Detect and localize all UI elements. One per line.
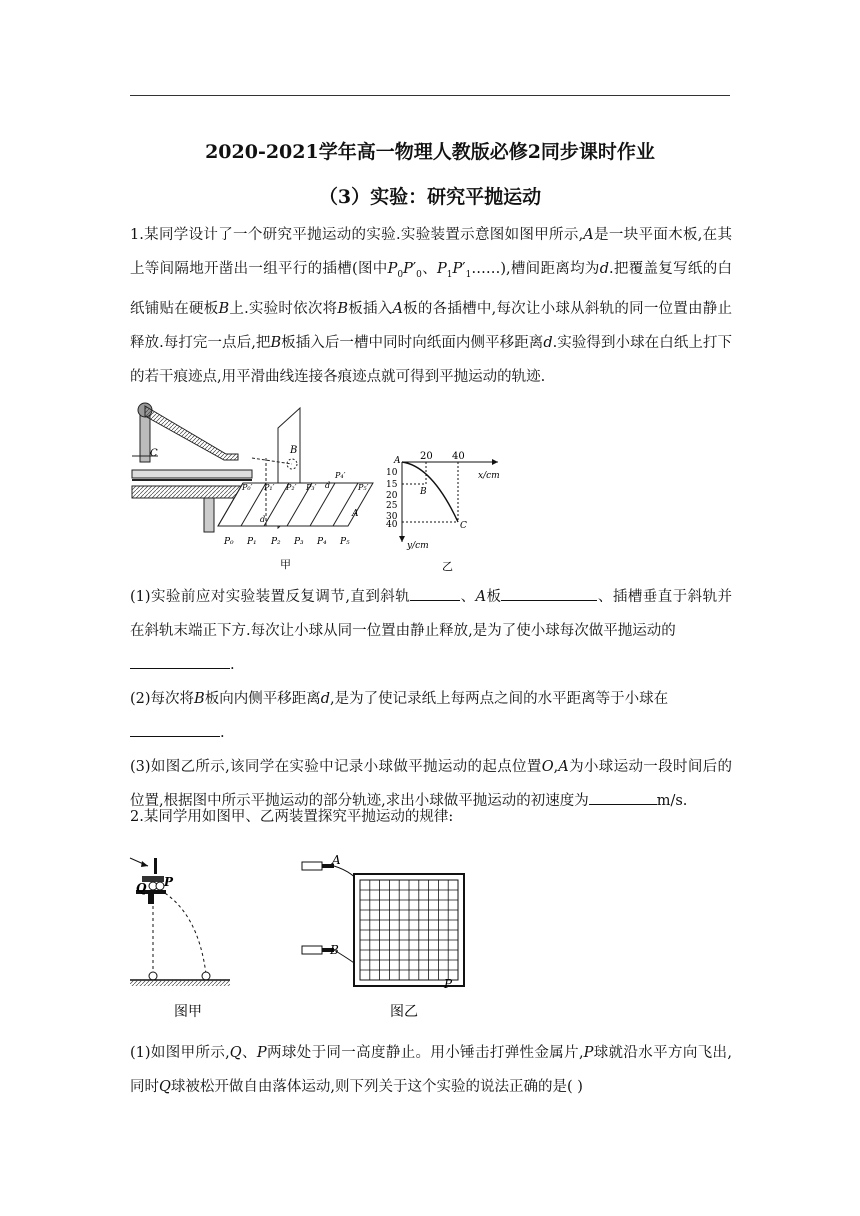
svg-text:d: d [260,515,266,524]
label-A: A [332,853,341,867]
label-P2: P [444,977,453,991]
y-tick: 15 [386,480,398,490]
figure-yi-caption-2: 图乙 [390,1004,418,1020]
y-axis-label: y/cm [407,541,429,551]
svg-text:P₀′: P₀′ [242,483,253,492]
svg-text:d: d [325,481,331,490]
q1-sub1: (1)实验前应对实验装置反复调节,直到斜轨 、A板 、插槽垂直于斜轨并在斜轨末端正下方.每次让小球从同一位置由静止释放,是为了使小球每次做平抛运动的 . [130,580,732,682]
q2-sub1: (1)如图甲所示,Q、P两球处于同一高度静止。用小锤击打弹性金属片,P球就沿水平方向飞出,同时Q球被松开做自由落体运动,则下列关于这个实验的说法正确的是( ) [130,1045,733,1095]
x-tick: 40 [452,451,465,462]
y-tick: 30 [386,512,398,522]
q1-sub2: (2)每次将B板向内侧平移距离d,是为了使记录纸上每两点之间的水平距离等于小球在 . [130,691,669,741]
svg-text:P₅′: P₅′ [358,483,369,492]
x-axis-label: x/cm [478,471,500,481]
svg-text:P₄: P₄ [317,537,327,547]
svg-text:P₂′: P₂′ [286,483,297,492]
figure-jia-caption: 甲 [280,558,291,571]
svg-text:B: B [290,445,298,456]
q2-figure-jia [126,852,236,1030]
svg-text:P₂: P₂ [271,537,281,547]
svg-text:P₁: P₁ [247,537,257,547]
svg-text:A: A [352,509,359,519]
q2-intro: 2.某同学用如图甲、乙两装置探究平抛运动的规律: [130,809,454,825]
svg-text:P₁′: P₁′ [264,483,275,492]
q2-figure-yi [298,852,474,1030]
q1-intro: 1.某同学设计了一个研究平抛运动的实验.实验装置示意图如图甲所示,A是一块平面木板,在其上等间隔地开凿出一组平行的插槽(图中$P_0P'_0$、$P_1P'_1\dots\dots$),槽间距离均为d.把覆盖复写纸的白纸铺贴在硬板B上.实验时依次将B板插入A板的各插槽中,每次让小球从斜轨的同一位置由静止释放.每打完一点后,把B板插入后一槽中同时向纸面内侧平移距离d.实验得到小球在白纸上打下的若干痕迹点,用平滑曲线连接各痕迹点就可得到平抛运动的轨迹. [130,227,733,385]
x-tick: 20 [420,451,433,462]
page-title: 2020-2021学年高一物理人教版必修2同步课时作业 [205,141,655,163]
svg-text:P₃′: P₃′ [306,483,317,492]
page-subtitle: （3）实验：研究平抛运动 [318,186,542,208]
label-B: B [330,943,339,957]
answer-blank-purpose[interactable] [130,654,230,669]
svg-text:P₄′: P₄′ [335,471,346,480]
q1-sub3: (3)如图乙所示,该同学在实验中记录小球做平抛运动的起点位置O,A为小球运动一段时间后的位置,根据图中所示平抛运动的部分轨迹,求出小球做平抛运动的初速度为 m/s. [130,759,733,809]
label-P: P [164,875,174,889]
svg-text:P₅: P₅ [340,537,350,547]
q1-figure-yi [380,448,510,574]
answer-blank-distance[interactable] [130,722,220,737]
header-rule [130,95,730,96]
label-Q: Q [136,881,147,895]
q1-figure-jia [128,398,378,574]
answer-blank-board[interactable] [501,586,597,601]
y-tick: 25 [386,501,398,511]
point-C-label: C [460,521,467,531]
figure-jia-caption-2: 图甲 [174,1004,202,1020]
point-A-label: A [394,456,401,466]
point-B-label: B [420,487,427,497]
figure-yi-caption: 乙 [442,560,453,573]
y-tick: 10 [386,468,398,478]
svg-text:P₃: P₃ [294,537,304,547]
answer-blank-rail[interactable] [410,586,460,601]
y-tick: 40 [386,520,398,530]
svg-text:C: C [150,448,158,459]
y-tick: 20 [386,491,398,501]
svg-text:P₀: P₀ [224,537,234,547]
